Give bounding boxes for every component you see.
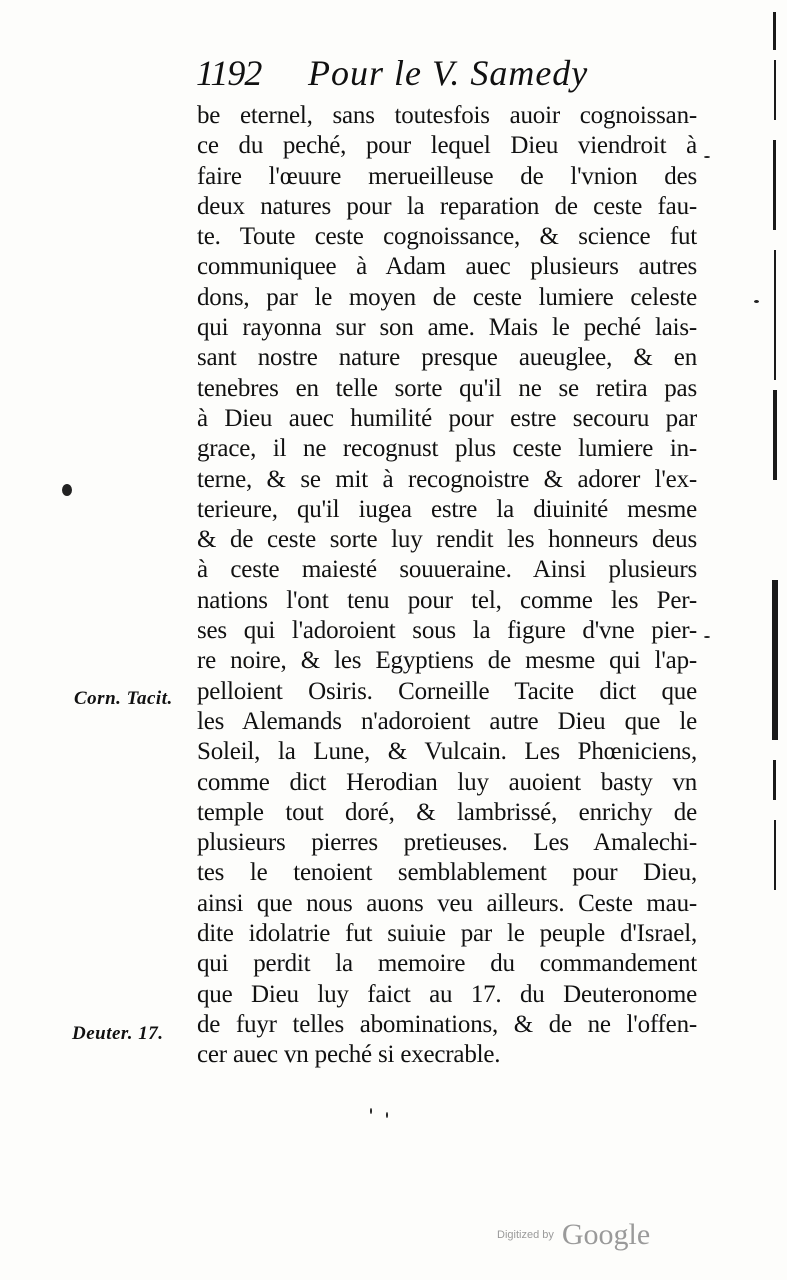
ink-speck	[62, 484, 72, 496]
ink-speck	[386, 1112, 388, 1118]
text-line: faire l'œuure merueilleuse de l'vnion des	[197, 162, 697, 190]
page-header	[196, 52, 706, 96]
ink-speck	[704, 636, 710, 638]
text-line: Soleil, la Lune, & Vulcain. Les Phœniciens,	[197, 738, 697, 766]
text-line: communiquee à Adam auec plusieurs autres	[197, 253, 697, 281]
text-line: à Dieu auec humilité pour estre secouru par	[197, 404, 697, 432]
text-line: à ceste maiesté souueraine. Ainsi plusieurs	[197, 556, 697, 584]
page-edge-shadow	[767, 0, 787, 1280]
text-line: grace, il ne recognust plus ceste lumiere in-	[197, 435, 697, 463]
text-line: deux natures pour la reparation de ceste fau-	[197, 192, 697, 220]
edge-mark	[773, 140, 776, 230]
running-head: Pour le V. Samedy	[308, 53, 589, 93]
text-line: te. Toute ceste cognoissance, & science fut	[197, 223, 697, 251]
ink-speck	[754, 300, 759, 303]
text-line: re noire, & les Egyptiens de mesme qui l'ap-	[197, 647, 697, 675]
text-line: temple tout doré, & lambrissé, enrichy de	[197, 798, 697, 826]
text-line: be eternel, sans toutesfois auoir cognoissan-	[197, 102, 697, 129]
text-line: de fuyr telles abominations, & de ne l'offen-	[197, 1010, 697, 1038]
text-line: ce du peché, pour lequel Dieu viendroit à	[197, 132, 697, 160]
text-line: & de ceste sorte luy rendit les honneurs deus	[197, 526, 697, 554]
edge-mark	[773, 760, 776, 800]
edge-mark	[772, 580, 778, 740]
text-line: tenebres en telle sorte qu'il ne se retira pas	[197, 374, 697, 402]
watermark-prefix: Digitized by	[497, 1229, 554, 1241]
watermark-brand: Google	[561, 1218, 651, 1251]
text-line: terieure, qu'il iugea estre la diuinité mesme	[197, 495, 697, 523]
text-line: ses qui l'adoroient sous la figure d'vne pier-	[197, 617, 697, 645]
text-line: comme dict Herodian luy auoient basty vn	[197, 768, 697, 796]
page-number: 1192	[196, 53, 262, 93]
edge-mark	[774, 60, 776, 120]
body-text	[197, 101, 697, 1071]
text-line: dons, par le moyen de ceste lumiere celeste	[197, 283, 697, 311]
text-line: nations l'ont tenu pour tel, comme les Per-	[197, 586, 697, 614]
text-line: pelloient Osiris. Corneille Tacite dict que	[197, 677, 697, 705]
text-line: ainsi que nous auons veu ailleurs. Ceste mau-	[197, 889, 697, 917]
edge-mark	[774, 820, 776, 890]
text-line: sant nostre nature presque aueuglee, & en	[197, 344, 697, 372]
text-line: les Alemands n'adoroient autre Dieu que le	[197, 707, 697, 735]
margin-note-tacitus: Corn. Tacit.	[74, 688, 173, 709]
text-line: que Dieu luy faict au 17. du Deuteronome	[197, 980, 697, 1008]
text-line-last: cer auec vn peché si execrable.	[197, 1041, 501, 1069]
ink-speck	[370, 1108, 372, 1114]
margin-note-deuteronomy: Deuter. 17.	[72, 1023, 164, 1044]
text-line: qui perdit la memoire du commandement	[197, 950, 697, 978]
text-line: plusieurs pierres pretieuses. Les Amalechi-	[197, 829, 697, 857]
text-line: tes le tenoient semblablement pour Dieu,	[197, 859, 697, 887]
edge-mark	[773, 390, 777, 480]
digitized-watermark	[497, 1218, 650, 1252]
text-line: terne, & se mit à recognoistre & adorer l'ex-	[197, 465, 697, 493]
text-line: dite idolatrie fut suiuie par le peuple d'Israel,	[197, 920, 697, 948]
edge-mark	[773, 12, 776, 50]
text-line: qui rayonna sur son ame. Mais le peché lais-	[197, 314, 697, 342]
edge-mark	[774, 250, 776, 380]
ink-speck	[704, 156, 710, 158]
